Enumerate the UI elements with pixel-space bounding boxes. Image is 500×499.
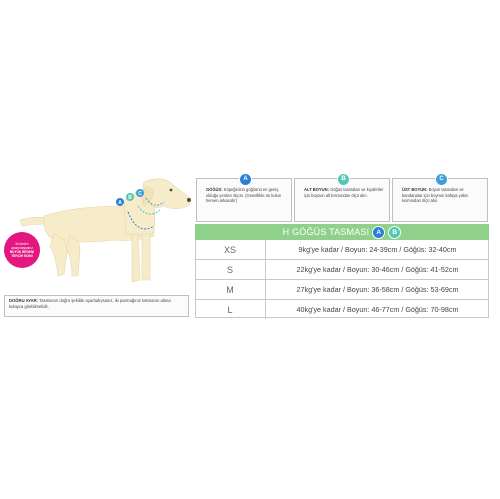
correct-fit-note	[4, 295, 189, 317]
lower-neck-text: Göğüs tasmaları ve kıyafetler için boynun alt kısmından ölçü alın.	[304, 187, 384, 198]
size-label: XS	[195, 240, 266, 259]
badge-line-2: arasındaysanız	[11, 246, 33, 250]
svg-text:C: C	[138, 191, 142, 197]
marker-b-icon	[126, 193, 134, 201]
size-table-header	[195, 224, 489, 240]
table-row	[195, 280, 489, 300]
marker-b-icon: B	[388, 226, 401, 239]
chest-title: GÖĞÜS:	[206, 187, 223, 192]
size-label: L	[195, 300, 266, 319]
svg-text:B: B	[128, 195, 132, 201]
marker-a-icon: A	[372, 226, 385, 239]
size-value: 22kg'ye kadar / Boyun: 30-46cm / Göğüs: 41-52cm	[296, 265, 459, 274]
lower-neck-info-box	[294, 178, 390, 222]
marker-c-icon: C	[435, 173, 448, 186]
table-row	[195, 260, 489, 280]
chest-info-box	[196, 178, 292, 222]
marker-b-icon: B	[337, 173, 350, 186]
correct-fit-title: DOĞRU AYAR:	[9, 298, 39, 303]
table-row	[195, 300, 489, 319]
size-tip-badge	[4, 232, 40, 268]
marker-a-icon: A	[239, 173, 252, 186]
size-label: S	[195, 260, 266, 279]
marker-a-icon	[116, 198, 124, 206]
size-value: 40kg'ye kadar / Boyun: 46-77cm / Göğüs: 70-98cm	[296, 305, 459, 314]
badge-line-4: TERCİH EDİNİ	[11, 254, 33, 258]
dog-illustration	[14, 176, 196, 296]
table-row	[195, 240, 489, 260]
lower-neck-title: ALT BOYUN:	[304, 187, 329, 192]
size-value: 27kg'ye kadar / Boyun: 36-58cm / Göğüs: 53-69cm	[296, 285, 459, 294]
size-value: 9kg'ye kadar / Boyun: 24-39cm / Göğüs: 32-40cm	[298, 245, 457, 254]
upper-neck-text: Boyun tasmaları ve bandanalar için boynun kafaya yakın kısmından ölçü alın.	[402, 187, 469, 204]
badge-line-3: BÜYÜK BEDENİ	[9, 250, 35, 254]
size-table-title: H GÖĞÜS TASMASI	[282, 227, 370, 237]
badge-line-1: İki beden	[15, 242, 29, 246]
upper-neck-info-box	[392, 178, 488, 222]
size-label: M	[195, 280, 266, 299]
upper-neck-title: ÜST BOYUN:	[402, 187, 428, 192]
marker-c-icon	[136, 189, 144, 197]
correct-fit-text: Tasmanızı doğru şekilde ayarladıysanız, iki parmağınız tasmanın altına kolayca girebilmelidir.	[9, 298, 171, 309]
chest-text: Köpeğinizin göğsünü en geniş olduğu yerden ölçün. (Genellikle ön kolun hemen arkasıdır)	[206, 187, 282, 204]
svg-text:A: A	[118, 200, 122, 206]
size-table	[195, 224, 489, 318]
